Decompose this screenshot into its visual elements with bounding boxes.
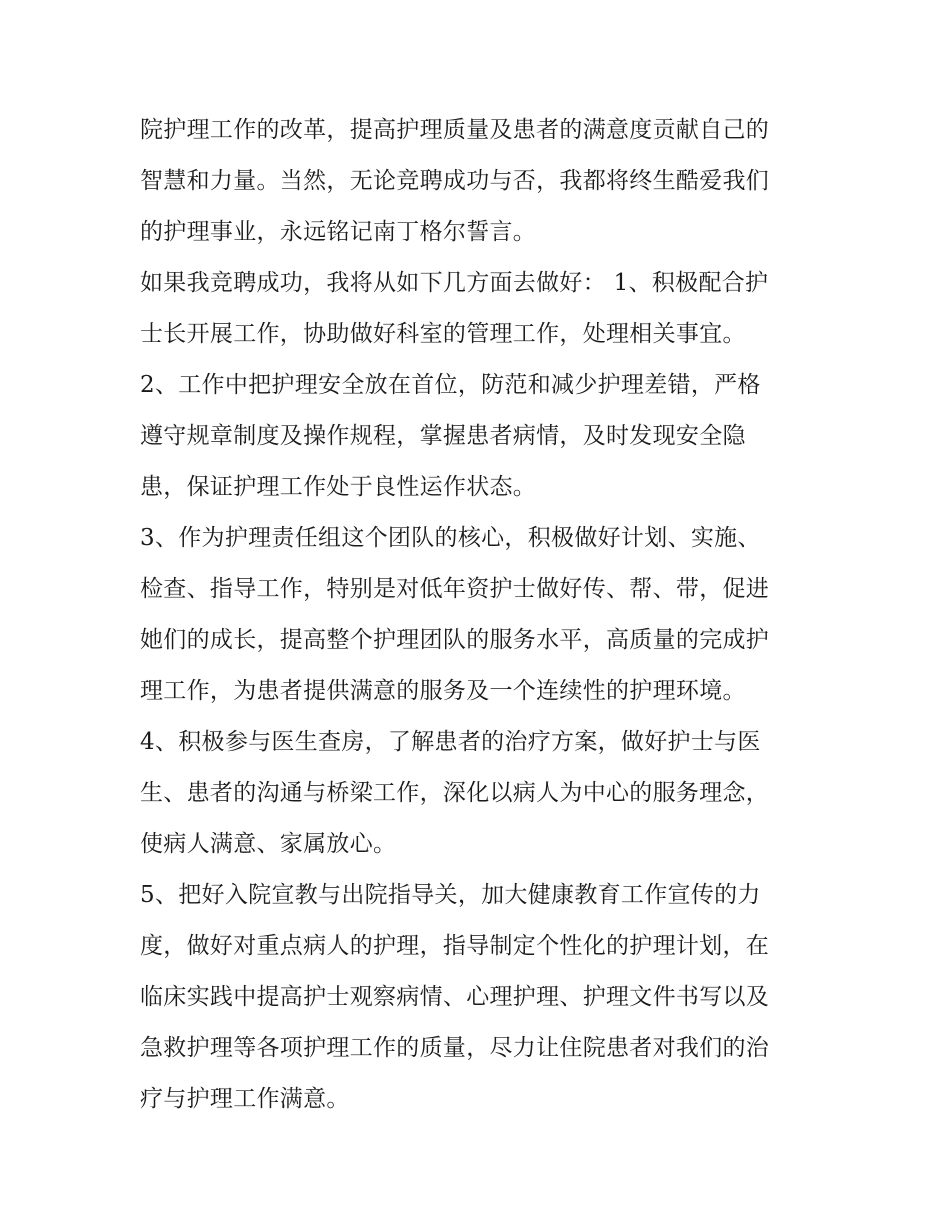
text-line-19: 急救护理等各项护理工作的质量，尽力让住院患者对我们的治 — [140, 1035, 770, 1061]
document-body — [140, 105, 820, 1125]
text-line-3: 的护理事业，永远铭记南丁格尔誓言。 — [140, 219, 537, 245]
text-line-17: 度，做好对重点病人的护理，指导制定个性化的护理计划，在 — [140, 933, 770, 959]
text-line-2: 智慧和力量。当然，无论竞聘成功与否，我都将终生酷爱我们 — [140, 168, 770, 194]
text-line-14: 生、患者的沟通与桥梁工作，深化以病人为中心的服务理念， — [140, 780, 770, 806]
text-line-11: 她们的成长，提高整个护理团队的服务水平，高质量的完成护 — [140, 627, 770, 653]
text-line-15: 使病人满意、家属放心。 — [140, 831, 397, 857]
text-line-9: 3、作为护理责任组这个团队的核心，积极做好计划、实施、 — [140, 525, 761, 551]
text-line-6: 2、工作中把护理安全放在首位，防范和减少护理差错，严格 — [140, 372, 761, 398]
text-line-1: 院护理工作的改革，提高护理质量及患者的满意度贡献自己的 — [140, 117, 770, 143]
text-line-20: 疗与护理工作满意。 — [140, 1086, 350, 1112]
text-line-13: 4、积极参与医生查房，了解患者的治疗方案，做好护士与医 — [140, 729, 761, 755]
text-line-5: 士长开展工作，协助做好科室的管理工作，处理相关事宜。 — [140, 321, 746, 347]
text-line-16: 5、把好入院宣教与出院指导关，加大健康教育工作宣传的力 — [140, 882, 761, 908]
text-line-18: 临床实践中提高护士观察病情、心理护理、护理文件书写以及 — [140, 984, 770, 1010]
text-line-8: 患，保证护理工作处于良性运作状态。 — [140, 474, 537, 500]
text-line-10: 检查、指导工作，特别是对低年资护士做好传、帮、带，促进 — [140, 576, 770, 602]
text-line-4: 如果我竞聘成功，我将从如下几方面去做好： 1、积极配合护 — [140, 270, 769, 296]
text-line-7: 遵守规章制度及操作规程，掌握患者病情，及时发现安全隐 — [140, 423, 746, 449]
text-line-12: 理工作，为患者提供满意的服务及一个连续性的护理环境。 — [140, 678, 746, 704]
